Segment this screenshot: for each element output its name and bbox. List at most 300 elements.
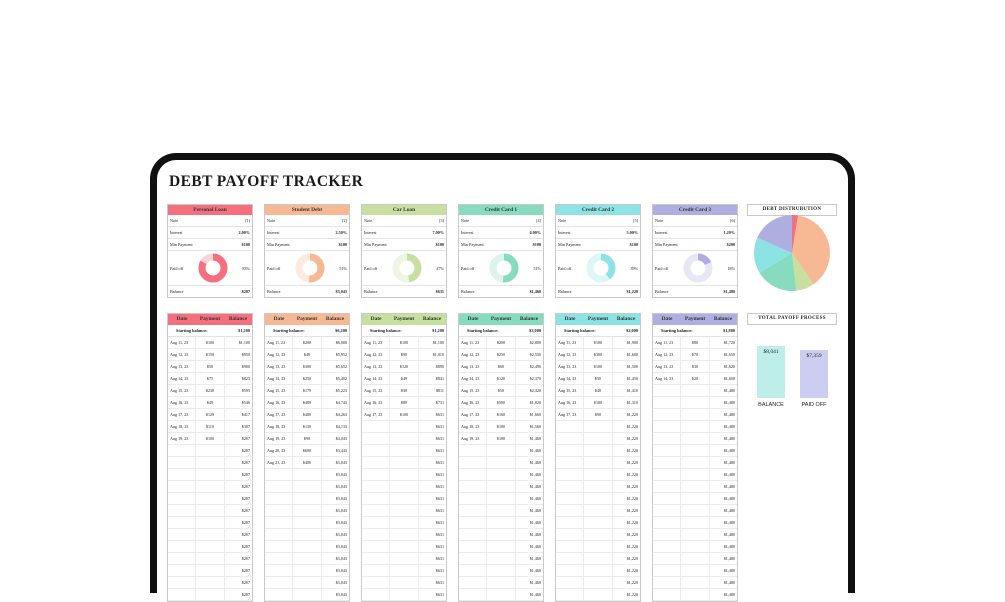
table-row[interactable] bbox=[459, 541, 543, 553]
table-row[interactable] bbox=[556, 337, 640, 349]
row-payment bbox=[293, 541, 321, 552]
note-row bbox=[265, 215, 349, 227]
row-payment bbox=[681, 565, 709, 576]
row-balance: $890 bbox=[435, 364, 444, 369]
row-balance: $4,743 bbox=[335, 400, 347, 405]
table-row[interactable] bbox=[459, 493, 543, 505]
row-balance: $207 bbox=[241, 556, 250, 561]
row-balance: $1,480 bbox=[723, 448, 735, 453]
row-balance: $631 bbox=[435, 412, 444, 417]
table-row[interactable] bbox=[653, 421, 737, 433]
table-row[interactable] bbox=[556, 445, 640, 457]
table-row[interactable] bbox=[168, 337, 252, 349]
note-value: [1] bbox=[245, 218, 250, 223]
table-row[interactable] bbox=[556, 529, 640, 541]
table-row[interactable] bbox=[556, 469, 640, 481]
row-balance: $3,043 bbox=[335, 532, 347, 537]
table-row[interactable] bbox=[459, 469, 543, 481]
date-column-header: Date bbox=[370, 316, 382, 322]
table-row[interactable] bbox=[556, 385, 640, 397]
table-row[interactable] bbox=[362, 565, 446, 577]
balance-row bbox=[653, 286, 737, 297]
balance-row bbox=[362, 286, 446, 297]
row-balance: $207 bbox=[241, 544, 250, 549]
table-row[interactable] bbox=[265, 445, 349, 457]
row-payment bbox=[390, 565, 418, 576]
table-row[interactable] bbox=[168, 445, 252, 457]
row-balance: $207 bbox=[241, 580, 250, 585]
table-row[interactable] bbox=[168, 469, 252, 481]
row-date: Aug 13, 23 bbox=[168, 361, 196, 372]
table-row[interactable] bbox=[556, 481, 640, 493]
table-row[interactable] bbox=[362, 505, 446, 517]
row-date bbox=[459, 517, 487, 528]
row-date bbox=[168, 541, 196, 552]
debt-card-title: Student Debt bbox=[265, 205, 349, 215]
table-row[interactable] bbox=[168, 385, 252, 397]
table-row[interactable] bbox=[556, 421, 640, 433]
table-row[interactable] bbox=[653, 529, 737, 541]
table-row[interactable] bbox=[556, 373, 640, 385]
table-row[interactable] bbox=[362, 541, 446, 553]
table-row[interactable] bbox=[265, 529, 349, 541]
starting-balance-value: $2,000 bbox=[626, 328, 638, 333]
row-payment bbox=[390, 493, 418, 504]
paid-off-donut-chart bbox=[682, 252, 714, 284]
table-row[interactable] bbox=[362, 517, 446, 529]
row-date: Aug 12, 23 bbox=[653, 349, 681, 360]
table-row[interactable] bbox=[362, 469, 446, 481]
row-date: Aug 16, 23 bbox=[168, 397, 196, 408]
interest-value: 4.00% bbox=[529, 230, 541, 235]
starting-balance-label: Starting balance: bbox=[176, 328, 208, 333]
row-balance: $4,133 bbox=[335, 424, 347, 429]
table-row[interactable] bbox=[362, 577, 446, 589]
table-row[interactable] bbox=[459, 337, 543, 349]
row-payment bbox=[487, 457, 515, 468]
table-row[interactable] bbox=[459, 421, 543, 433]
row-payment bbox=[487, 517, 515, 528]
table-row[interactable] bbox=[459, 397, 543, 409]
row-date bbox=[653, 541, 681, 552]
paid-off-value: 39% bbox=[630, 265, 638, 271]
table-row[interactable] bbox=[556, 409, 640, 421]
row-balance: $3,043 bbox=[335, 520, 347, 525]
table-row[interactable] bbox=[265, 469, 349, 481]
table-row[interactable] bbox=[168, 529, 252, 541]
debt-card bbox=[555, 204, 641, 298]
table-row[interactable] bbox=[653, 481, 737, 493]
table-row[interactable] bbox=[265, 349, 349, 361]
table-row[interactable] bbox=[362, 433, 446, 445]
table-row[interactable] bbox=[459, 505, 543, 517]
row-payment bbox=[584, 577, 612, 588]
table-row[interactable] bbox=[265, 385, 349, 397]
row-date: Aug 19, 23 bbox=[265, 433, 293, 444]
row-date bbox=[556, 445, 584, 456]
balance-value: $3,043 bbox=[335, 289, 347, 294]
row-payment bbox=[293, 481, 321, 492]
row-payment bbox=[196, 529, 224, 540]
row-date bbox=[653, 529, 681, 540]
row-balance: $1,460 bbox=[529, 532, 541, 537]
row-date bbox=[653, 469, 681, 480]
table-row[interactable] bbox=[265, 397, 349, 409]
table-row[interactable] bbox=[653, 397, 737, 409]
table-row[interactable] bbox=[362, 589, 446, 601]
row-balance: $1,460 bbox=[529, 568, 541, 573]
row-payment: $70 bbox=[681, 349, 709, 360]
table-row[interactable] bbox=[168, 349, 252, 361]
row-payment: $49 bbox=[196, 397, 224, 408]
table-row[interactable] bbox=[265, 493, 349, 505]
payment-table bbox=[167, 313, 253, 602]
debt-card-title: Credit Card 1 bbox=[459, 205, 543, 215]
row-date: Aug 13, 23 bbox=[556, 361, 584, 372]
table-row[interactable] bbox=[556, 433, 640, 445]
row-balance: $207 bbox=[241, 472, 250, 477]
table-row[interactable] bbox=[265, 505, 349, 517]
table-row[interactable] bbox=[362, 361, 446, 373]
row-date: Aug 12, 23 bbox=[168, 349, 196, 360]
starting-balance-label: Starting balance: bbox=[273, 328, 305, 333]
table-row[interactable] bbox=[653, 373, 737, 385]
table-row[interactable] bbox=[362, 553, 446, 565]
row-balance: $3,043 bbox=[335, 556, 347, 561]
table-row[interactable] bbox=[653, 457, 737, 469]
row-payment: $20 bbox=[681, 373, 709, 384]
table-row[interactable] bbox=[556, 517, 640, 529]
table-row[interactable] bbox=[556, 493, 640, 505]
payment-table bbox=[458, 313, 544, 602]
row-payment bbox=[293, 505, 321, 516]
table-row[interactable] bbox=[265, 433, 349, 445]
min-payment-row bbox=[265, 239, 349, 251]
row-balance: $5,952 bbox=[335, 352, 347, 357]
table-row[interactable] bbox=[556, 553, 640, 565]
row-payment: $150 bbox=[196, 349, 224, 360]
row-date bbox=[556, 481, 584, 492]
balance-value: $631 bbox=[435, 289, 444, 294]
table-row[interactable] bbox=[556, 565, 640, 577]
table-row[interactable] bbox=[168, 589, 252, 601]
row-date: Aug 13, 23 bbox=[265, 361, 293, 372]
table-row[interactable] bbox=[653, 361, 737, 373]
row-date bbox=[362, 517, 390, 528]
balance-value: $1,220 bbox=[626, 289, 638, 294]
note-value: [4] bbox=[536, 218, 541, 223]
table-row[interactable] bbox=[459, 577, 543, 589]
row-date: Aug 17, 23 bbox=[362, 409, 390, 420]
table-row[interactable] bbox=[168, 373, 252, 385]
table-row[interactable] bbox=[653, 565, 737, 577]
row-date bbox=[653, 433, 681, 444]
table-row[interactable] bbox=[362, 409, 446, 421]
row-date bbox=[362, 433, 390, 444]
balance-row bbox=[556, 286, 640, 297]
paid-off-label: Paid off bbox=[558, 265, 572, 271]
balance-column-header: Balance bbox=[228, 316, 248, 322]
row-balance: $3,043 bbox=[335, 544, 347, 549]
table-row[interactable] bbox=[168, 505, 252, 517]
table-row[interactable] bbox=[556, 541, 640, 553]
row-balance: $207 bbox=[241, 592, 250, 597]
row-payment bbox=[390, 517, 418, 528]
row-date bbox=[265, 577, 293, 588]
row-balance: $1,460 bbox=[529, 556, 541, 561]
row-date: Aug 16, 23 bbox=[265, 397, 293, 408]
row-payment bbox=[681, 445, 709, 456]
table-row[interactable] bbox=[168, 433, 252, 445]
table-row[interactable] bbox=[265, 421, 349, 433]
table-row[interactable] bbox=[265, 577, 349, 589]
row-date: Aug 14, 23 bbox=[556, 373, 584, 384]
table-row[interactable] bbox=[265, 457, 349, 469]
table-row[interactable] bbox=[653, 385, 737, 397]
row-payment bbox=[681, 517, 709, 528]
table-row[interactable] bbox=[459, 589, 543, 601]
row-payment bbox=[196, 553, 224, 564]
debt-distribution-pie-chart bbox=[753, 214, 831, 292]
row-balance: $1,460 bbox=[529, 592, 541, 597]
note-label: Note bbox=[655, 218, 664, 223]
row-payment bbox=[584, 553, 612, 564]
table-row[interactable] bbox=[459, 409, 543, 421]
starting-balance-row bbox=[362, 325, 446, 337]
table-row[interactable] bbox=[168, 565, 252, 577]
table-row[interactable] bbox=[459, 553, 543, 565]
table-row[interactable] bbox=[459, 445, 543, 457]
balance-column-header: Balance bbox=[422, 316, 442, 322]
paid-off-donut-chart bbox=[488, 252, 520, 284]
table-row[interactable] bbox=[459, 457, 543, 469]
table-row[interactable] bbox=[168, 361, 252, 373]
table-row[interactable] bbox=[168, 577, 252, 589]
interest-label: Interest bbox=[170, 230, 183, 235]
row-date bbox=[653, 481, 681, 492]
row-payment bbox=[681, 505, 709, 516]
payment-table bbox=[361, 313, 447, 602]
table-row[interactable] bbox=[362, 397, 446, 409]
table-row[interactable] bbox=[459, 433, 543, 445]
row-payment bbox=[584, 445, 612, 456]
row-payment bbox=[196, 517, 224, 528]
row-payment bbox=[584, 589, 612, 600]
table-row[interactable] bbox=[168, 541, 252, 553]
interest-label: Interest bbox=[461, 230, 474, 235]
row-date: Aug 17, 23 bbox=[459, 409, 487, 420]
row-date bbox=[653, 565, 681, 576]
paid-off-value: 51% bbox=[339, 265, 347, 271]
balance-label: Balance bbox=[364, 289, 378, 294]
table-row[interactable] bbox=[459, 349, 543, 361]
table-row[interactable] bbox=[265, 481, 349, 493]
table-row[interactable] bbox=[459, 529, 543, 541]
row-date bbox=[653, 505, 681, 516]
row-payment bbox=[487, 541, 515, 552]
row-balance: $4,043 bbox=[335, 436, 347, 441]
table-row[interactable] bbox=[556, 397, 640, 409]
note-value: [5] bbox=[633, 218, 638, 223]
table-row[interactable] bbox=[362, 457, 446, 469]
row-payment bbox=[196, 445, 224, 456]
table-row[interactable] bbox=[362, 421, 446, 433]
table-row[interactable] bbox=[653, 409, 737, 421]
note-label: Note bbox=[461, 218, 470, 223]
table-row[interactable] bbox=[362, 445, 446, 457]
row-payment bbox=[390, 457, 418, 468]
table-row[interactable] bbox=[265, 541, 349, 553]
row-date bbox=[556, 553, 584, 564]
row-payment: $179 bbox=[293, 385, 321, 396]
debt-card-title: Personal Loan bbox=[168, 205, 252, 215]
table-row[interactable] bbox=[265, 589, 349, 601]
table-row[interactable] bbox=[362, 529, 446, 541]
row-payment bbox=[390, 421, 418, 432]
row-balance: $631 bbox=[435, 484, 444, 489]
table-row[interactable] bbox=[653, 541, 737, 553]
row-balance: $1,460 bbox=[529, 436, 541, 441]
table-row[interactable] bbox=[459, 517, 543, 529]
row-date bbox=[265, 505, 293, 516]
table-row[interactable] bbox=[653, 445, 737, 457]
table-row[interactable] bbox=[556, 349, 640, 361]
note-label: Note bbox=[558, 218, 567, 223]
row-balance: $1,220 bbox=[626, 460, 638, 465]
row-balance: $1,820 bbox=[529, 400, 541, 405]
table-row[interactable] bbox=[459, 373, 543, 385]
table-row[interactable] bbox=[459, 481, 543, 493]
row-date bbox=[459, 505, 487, 516]
table-row[interactable] bbox=[653, 433, 737, 445]
row-balance: $1,480 bbox=[723, 544, 735, 549]
row-balance: $631 bbox=[435, 508, 444, 513]
table-header bbox=[362, 314, 446, 325]
note-label: Note bbox=[170, 218, 179, 223]
row-payment bbox=[390, 481, 418, 492]
row-balance: $307 bbox=[241, 424, 250, 429]
table-row[interactable] bbox=[362, 493, 446, 505]
table-row[interactable] bbox=[265, 565, 349, 577]
interest-row bbox=[556, 227, 640, 239]
table-row[interactable] bbox=[265, 361, 349, 373]
table-row[interactable] bbox=[556, 505, 640, 517]
table-row[interactable] bbox=[168, 553, 252, 565]
balance-column-header: Balance bbox=[616, 316, 636, 322]
starting-balance-label: Starting balance: bbox=[564, 328, 596, 333]
table-row[interactable] bbox=[459, 565, 543, 577]
table-row[interactable] bbox=[653, 337, 737, 349]
table-row[interactable] bbox=[362, 373, 446, 385]
balance-label: Balance bbox=[267, 289, 281, 294]
table-row[interactable] bbox=[362, 481, 446, 493]
table-row[interactable] bbox=[653, 517, 737, 529]
interest-label: Interest bbox=[267, 230, 280, 235]
row-payment: $100 bbox=[390, 337, 418, 348]
table-row[interactable] bbox=[362, 385, 446, 397]
table-row[interactable] bbox=[653, 577, 737, 589]
row-payment: $90 bbox=[390, 349, 418, 360]
row-balance: $631 bbox=[435, 556, 444, 561]
table-row[interactable] bbox=[168, 517, 252, 529]
paid-off-row bbox=[556, 251, 640, 286]
table-row[interactable] bbox=[653, 493, 737, 505]
row-balance: $825 bbox=[241, 376, 250, 381]
table-row[interactable] bbox=[653, 349, 737, 361]
debt-card-title: Credit Card 2 bbox=[556, 205, 640, 215]
table-row[interactable] bbox=[265, 517, 349, 529]
row-payment bbox=[196, 481, 224, 492]
row-date: Aug 12, 23 bbox=[362, 349, 390, 360]
table-row[interactable] bbox=[168, 481, 252, 493]
table-row[interactable] bbox=[556, 589, 640, 601]
row-date: Aug 15, 23 bbox=[362, 385, 390, 396]
date-column-header: Date bbox=[176, 316, 188, 322]
row-date: Aug 14, 23 bbox=[362, 373, 390, 384]
note-value: [3] bbox=[439, 218, 444, 223]
table-row[interactable] bbox=[556, 361, 640, 373]
table-row[interactable] bbox=[168, 421, 252, 433]
starting-balance-value: $1,200 bbox=[238, 328, 250, 333]
row-balance: $3,043 bbox=[335, 496, 347, 501]
row-balance: $1,220 bbox=[626, 556, 638, 561]
row-payment: $48 bbox=[293, 349, 321, 360]
row-payment bbox=[293, 589, 321, 600]
row-payment bbox=[584, 481, 612, 492]
table-row[interactable] bbox=[168, 409, 252, 421]
row-payment bbox=[487, 577, 515, 588]
row-balance: $631 bbox=[435, 580, 444, 585]
row-date bbox=[265, 481, 293, 492]
table-row[interactable] bbox=[653, 505, 737, 517]
row-date bbox=[168, 457, 196, 468]
row-payment bbox=[487, 589, 515, 600]
table-row[interactable] bbox=[168, 397, 252, 409]
row-balance: $1,480 bbox=[723, 472, 735, 477]
table-row[interactable] bbox=[362, 337, 446, 349]
row-date bbox=[653, 397, 681, 408]
table-row[interactable] bbox=[168, 493, 252, 505]
table-row[interactable] bbox=[556, 577, 640, 589]
table-row[interactable] bbox=[265, 553, 349, 565]
row-date bbox=[653, 553, 681, 564]
table-row[interactable] bbox=[265, 337, 349, 349]
row-date bbox=[556, 529, 584, 540]
row-balance: $1,480 bbox=[723, 436, 735, 441]
table-row[interactable] bbox=[653, 469, 737, 481]
table-row[interactable] bbox=[653, 589, 737, 601]
row-payment bbox=[390, 541, 418, 552]
balance-bar-value: $8,041 bbox=[763, 349, 779, 355]
row-payment bbox=[196, 457, 224, 468]
row-balance: $1,720 bbox=[723, 340, 735, 345]
table-row[interactable] bbox=[265, 373, 349, 385]
row-date: Aug 13, 23 bbox=[653, 361, 681, 372]
table-row[interactable] bbox=[459, 361, 543, 373]
table-row[interactable] bbox=[556, 457, 640, 469]
table-row[interactable] bbox=[168, 457, 252, 469]
row-date: Aug 15, 23 bbox=[556, 385, 584, 396]
row-payment bbox=[681, 457, 709, 468]
row-payment bbox=[487, 553, 515, 564]
table-row[interactable] bbox=[459, 385, 543, 397]
table-row[interactable] bbox=[362, 349, 446, 361]
table-row[interactable] bbox=[265, 409, 349, 421]
table-row[interactable] bbox=[653, 553, 737, 565]
row-payment: $300 bbox=[584, 349, 612, 360]
payment-column-header: Payment bbox=[490, 316, 512, 322]
min-payment-value: $100 bbox=[338, 242, 347, 247]
